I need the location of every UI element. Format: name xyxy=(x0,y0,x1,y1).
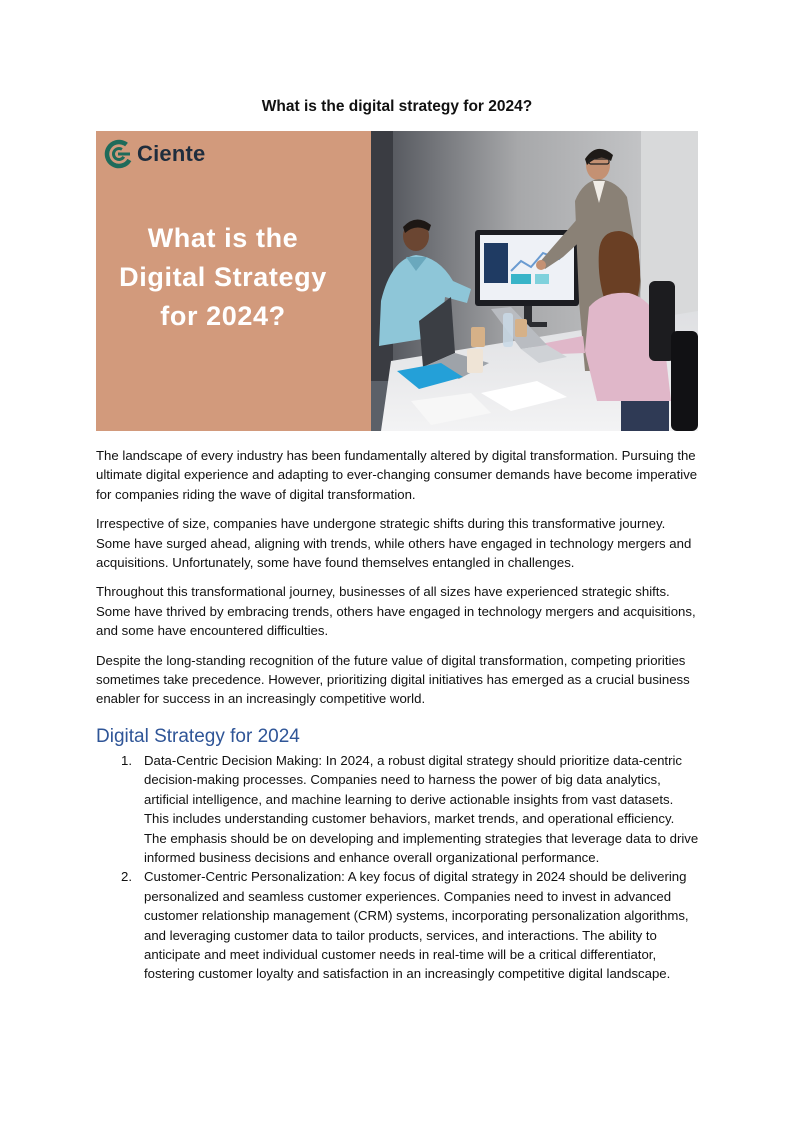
brand-logo xyxy=(104,139,205,169)
banner-text-panel xyxy=(96,131,371,431)
list-item-text: Data-Centric Decision Making: In 2024, a robust digital strategy should prioritize data-centric decision-making processes. Companies need to harness the power of big data analytics, artificial intelligence, and machine learning to derive actionable insights from vast datasets. This includes understanding customer behaviors, market trends, and operational efficiency. The emphasis should be on developing and implementing strategies that leverage data to drive informed business decisions and enhance overall organizational performance. xyxy=(144,752,699,865)
hero-banner xyxy=(96,131,698,431)
list-item xyxy=(96,867,700,983)
ciente-logo-icon xyxy=(104,139,134,169)
banner-heading xyxy=(96,219,350,336)
article-body xyxy=(96,446,700,984)
office-meeting-photo xyxy=(371,131,698,431)
intro-paragraph: Throughout this transformational journey, businesses of all sizes have experienced strategic shifts. Some have thrived by embracing trends, others have engaged in technology mergers and acquisitions, and some have encountered difficulties. xyxy=(96,584,696,639)
banner-heading-line: for 2024? xyxy=(160,301,286,331)
list-item xyxy=(96,751,700,867)
document-title: What is the digital strategy for 2024? xyxy=(261,98,533,115)
list-item-text: Customer-Centric Personalization: A key focus of digital strategy in 2024 should be delivering personalized and seamless customer experiences. Companies need to invest in advanced customer relationship management (CRM) systems, incorporating personalization algorithms, and leveraging customer data to tailor products, services, and interactions. The ability to anticipate and meet individual customer needs in real-time will be a critical differentiator, fostering customer loyalty and satisfaction in an increasingly competitive digital landscape. xyxy=(144,869,689,982)
intro-paragraph: The landscape of every industry has been fundamentally altered by digital transformation. Pursuing the ultimate digital experience and adapting to ever-changing consumer demands have become imperative for companies riding the wave of digital transformation. xyxy=(96,448,698,502)
strategy-list xyxy=(96,751,700,984)
list-item-number: 2. xyxy=(121,869,132,885)
section-heading: Digital Strategy for 2024 xyxy=(96,725,300,747)
banner-heading-line: What is the xyxy=(147,223,299,253)
intro-paragraph: Irrespective of size, companies have undergone strategic shifts during this transformative journey. Some have surged ahead, aligning with trends, while others have engaged in technology mergers and acquisitions. Unfortunately, some have found themselves entangled in challenges. xyxy=(96,516,692,571)
banner-heading-line: Digital Strategy xyxy=(119,262,327,292)
intro-paragraph: Despite the long-standing recognition of the future value of digital transformation, competing priorities sometimes take precedence. However, prioritizing digital initiatives has emerged as a crucial business enabler for success in an increasingly competitive world. xyxy=(96,652,690,707)
list-item-number: 1. xyxy=(121,752,132,768)
brand-logo-text: Ciente xyxy=(137,141,206,166)
